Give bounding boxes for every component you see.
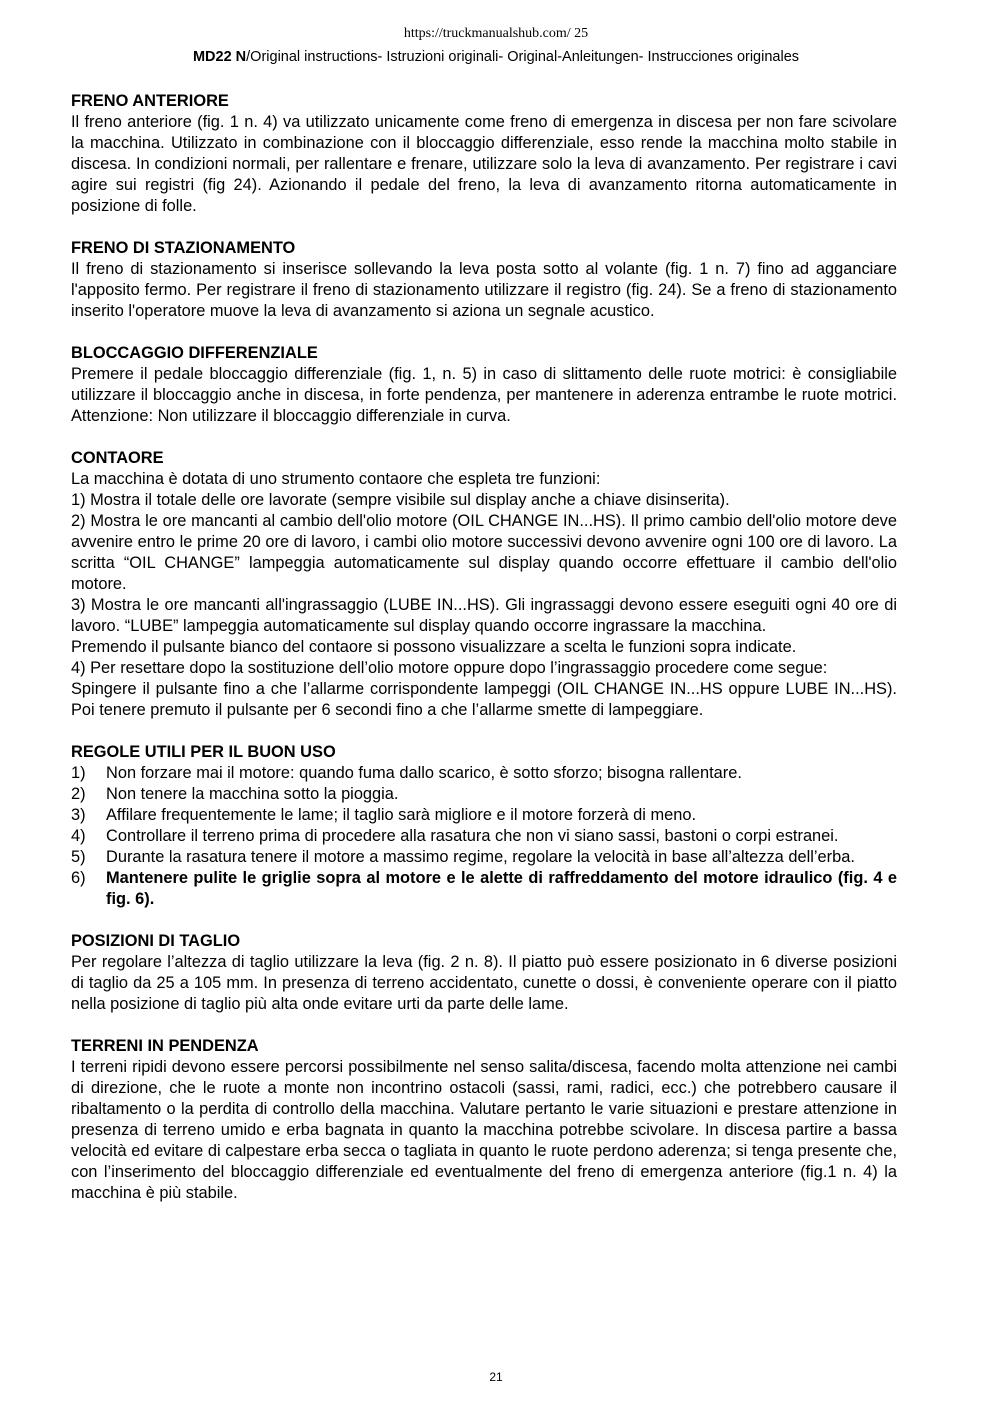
item-number: 1): [71, 764, 86, 782]
section-title: REGOLE UTILI PER IL BUON USO: [71, 743, 336, 761]
section-terreni-pendenza: [71, 1036, 897, 1204]
paragraph: 3) Mostra le ore mancanti all'ingrassaggio (LUBE IN...HS). Gli ingrassaggi devono essere eseguiti ogni 40 ore di lavoro. “LUBE” lampeggia automaticamente sul display quando occorre ingrassare la macchina.: [71, 596, 897, 635]
section-posizioni-taglio: [71, 931, 897, 1015]
section-title: FRENO ANTERIORE: [71, 92, 229, 110]
page-content: [71, 91, 897, 1225]
section-contaore: [71, 448, 897, 721]
section-regole-utili: [71, 742, 897, 910]
page-number: 21: [489, 1370, 503, 1384]
paragraph: 2) Mostra le ore mancanti al cambio dell'olio motore (OIL CHANGE IN...HS). Il primo cambio dell'olio motore deve avvenire entro le prime 20 ore di lavoro, i cambi olio motore successivi devono avvenire ogni 100 ore di lavoro. La scritta “OIL CHANGE” lampeggia automaticamente sul display quando occorre effettuare il cambio dell'olio motore.: [71, 512, 897, 593]
document-header: [0, 48, 992, 66]
section-body: I terreni ripidi devono essere percorsi possibilmente nel senso salita/discesa, facendo molta attenzione nei cambi di direzione, che le ruote a monte non incontrino ostacoli (sassi, rami, radici, ecc.) che potrebbero causare il ribaltamento o la perdita di controllo della macchina. Valutare pertanto le varie situazioni e prestare attenzione in presenza di terreno umido e erba bagnata in quanto la macchina potrebbe scivolare. In discesa partire a bassa velocità ed evitare di calpestare erba secca o tagliata in quanto le ruote perdono aderenza; si tenga presente che, con l’inserimento del bloccaggio differenziale ed eventualmente del freno di emergenza anteriore (fig.1 n. 4) la macchina è più stabile.: [71, 1058, 897, 1202]
list-item: [71, 868, 897, 910]
section-title: POSIZIONI DI TAGLIO: [71, 932, 241, 950]
item-number: 4): [71, 827, 86, 845]
item-text: Non forzare mai il motore: quando fuma dallo scarico, è sotto sforzo; bisogna rallentare.: [106, 764, 742, 782]
paragraph: Spingere il pulsante fino a che l’allarme corrispondente lampeggi (OIL CHANGE IN...HS oppure LUBE IN...HS). Poi tenere premuto il pulsante per 6 secondi fino a che l’allarme smette di lampeggiare.: [71, 680, 897, 719]
section-bloccaggio-differenziale: [71, 343, 897, 427]
list-item: [71, 784, 897, 805]
item-number: 3): [71, 806, 86, 824]
list-item: [71, 805, 897, 826]
section-freno-stazionamento: [71, 238, 897, 322]
item-text: Non tenere la macchina sotto la pioggia.: [106, 785, 399, 803]
header-subtitle: /Original instructions- Istruzioni originali- Original-Anleitungen- Instrucciones originales: [246, 49, 800, 65]
section-title: CONTAORE: [71, 449, 164, 467]
paragraph: Premendo il pulsante bianco del contaore si possono visualizzare a scelta le funzioni sopra indicate.: [71, 638, 797, 656]
item-text: Affilare frequentemente le lame; il taglio sarà migliore e il motore forzerà di meno.: [106, 806, 697, 824]
item-text: Controllare il terreno prima di procedere alla rasatura che non vi siano sassi, bastoni o corpi estranei.: [106, 827, 839, 845]
section-body: Il freno anteriore (fig. 1 n. 4) va utilizzato unicamente come freno di emergenza in discesa per non fare scivolare la macchina. Utilizzato in combinazione con il bloccaggio differenziale, esso rende la macchina molto stabile in discesa. In condizioni normali, per rallentare e frenare, utilizzare solo la leva di avanzamento. Per registrare i cavi agire sui registri (fig 24). Azionando il pedale del freno, la leva di avanzamento ritorna automaticamente in posizione di folle.: [71, 113, 897, 215]
item-number: 6): [71, 869, 86, 887]
section-body: Il freno di stazionamento si inserisce sollevando la leva posta sotto al volante (fig. 1 n. 7) fino ad agganciare l'apposito fermo. Per registrare il freno di stazionamento utilizzare il registro (fig. 24). Se a freno di stazionamento inserito l'operatore muove la leva di avanzamento si aziona un segnale acustico.: [71, 260, 897, 320]
section-title: BLOCCAGGIO DIFFERENZIALE: [71, 344, 318, 362]
list-item: [71, 763, 897, 784]
section-body: Premere il pedale bloccaggio differenziale (fig. 1, n. 5) in caso di slittamento delle ruote motrici: è consigliabile utilizzare il bloccaggio anche in discesa, in forte pendenza, per mantenere in aderenza entrambe le ruote motrici. Attenzione: Non utilizzare il bloccaggio differenziale in curva.: [71, 365, 897, 425]
paragraph: 1) Mostra il totale delle ore lavorate (sempre visibile sul display anche a chiave disinserita).: [71, 491, 730, 509]
section-title: FRENO DI STAZIONAMENTO: [71, 239, 296, 257]
source-url[interactable]: https://truckmanualshub.com/ 25: [403, 26, 589, 41]
section-body: Per regolare l’altezza di taglio utilizzare la leva (fig. 2 n. 8). Il piatto può essere posizionato in 6 diverse posizioni di taglio da 25 a 105 mm. In presenza di terreno accidentato, cunette o dossi, è conveniente operare con il piatto nella posizione di taglio più alta onde evitare urti da parte delle lame.: [71, 953, 897, 1013]
section-title: TERRENI IN PENDENZA: [71, 1037, 259, 1055]
item-text: Durante la rasatura tenere il motore a massimo regime, regolare la velocità in base all’altezza dell’erba.: [106, 848, 855, 866]
list-item: [71, 826, 897, 847]
item-text: Mantenere pulite le griglie sopra al motore e le alette di raffreddamento del motore idraulico (fig. 4 e fig. 6).: [106, 869, 897, 908]
model-name: MD22 N: [192, 49, 247, 65]
rules-list: [71, 763, 897, 910]
paragraph: La macchina è dotata di uno strumento contaore che espleta tre funzioni:: [71, 470, 601, 488]
section-freno-anteriore: [71, 91, 897, 217]
item-number: 2): [71, 785, 86, 803]
item-number: 5): [71, 848, 86, 866]
list-item: [71, 847, 897, 868]
paragraph: 4) Per resettare dopo la sostituzione dell’olio motore oppure dopo l’ingrassaggio procedere come segue:: [71, 659, 828, 677]
